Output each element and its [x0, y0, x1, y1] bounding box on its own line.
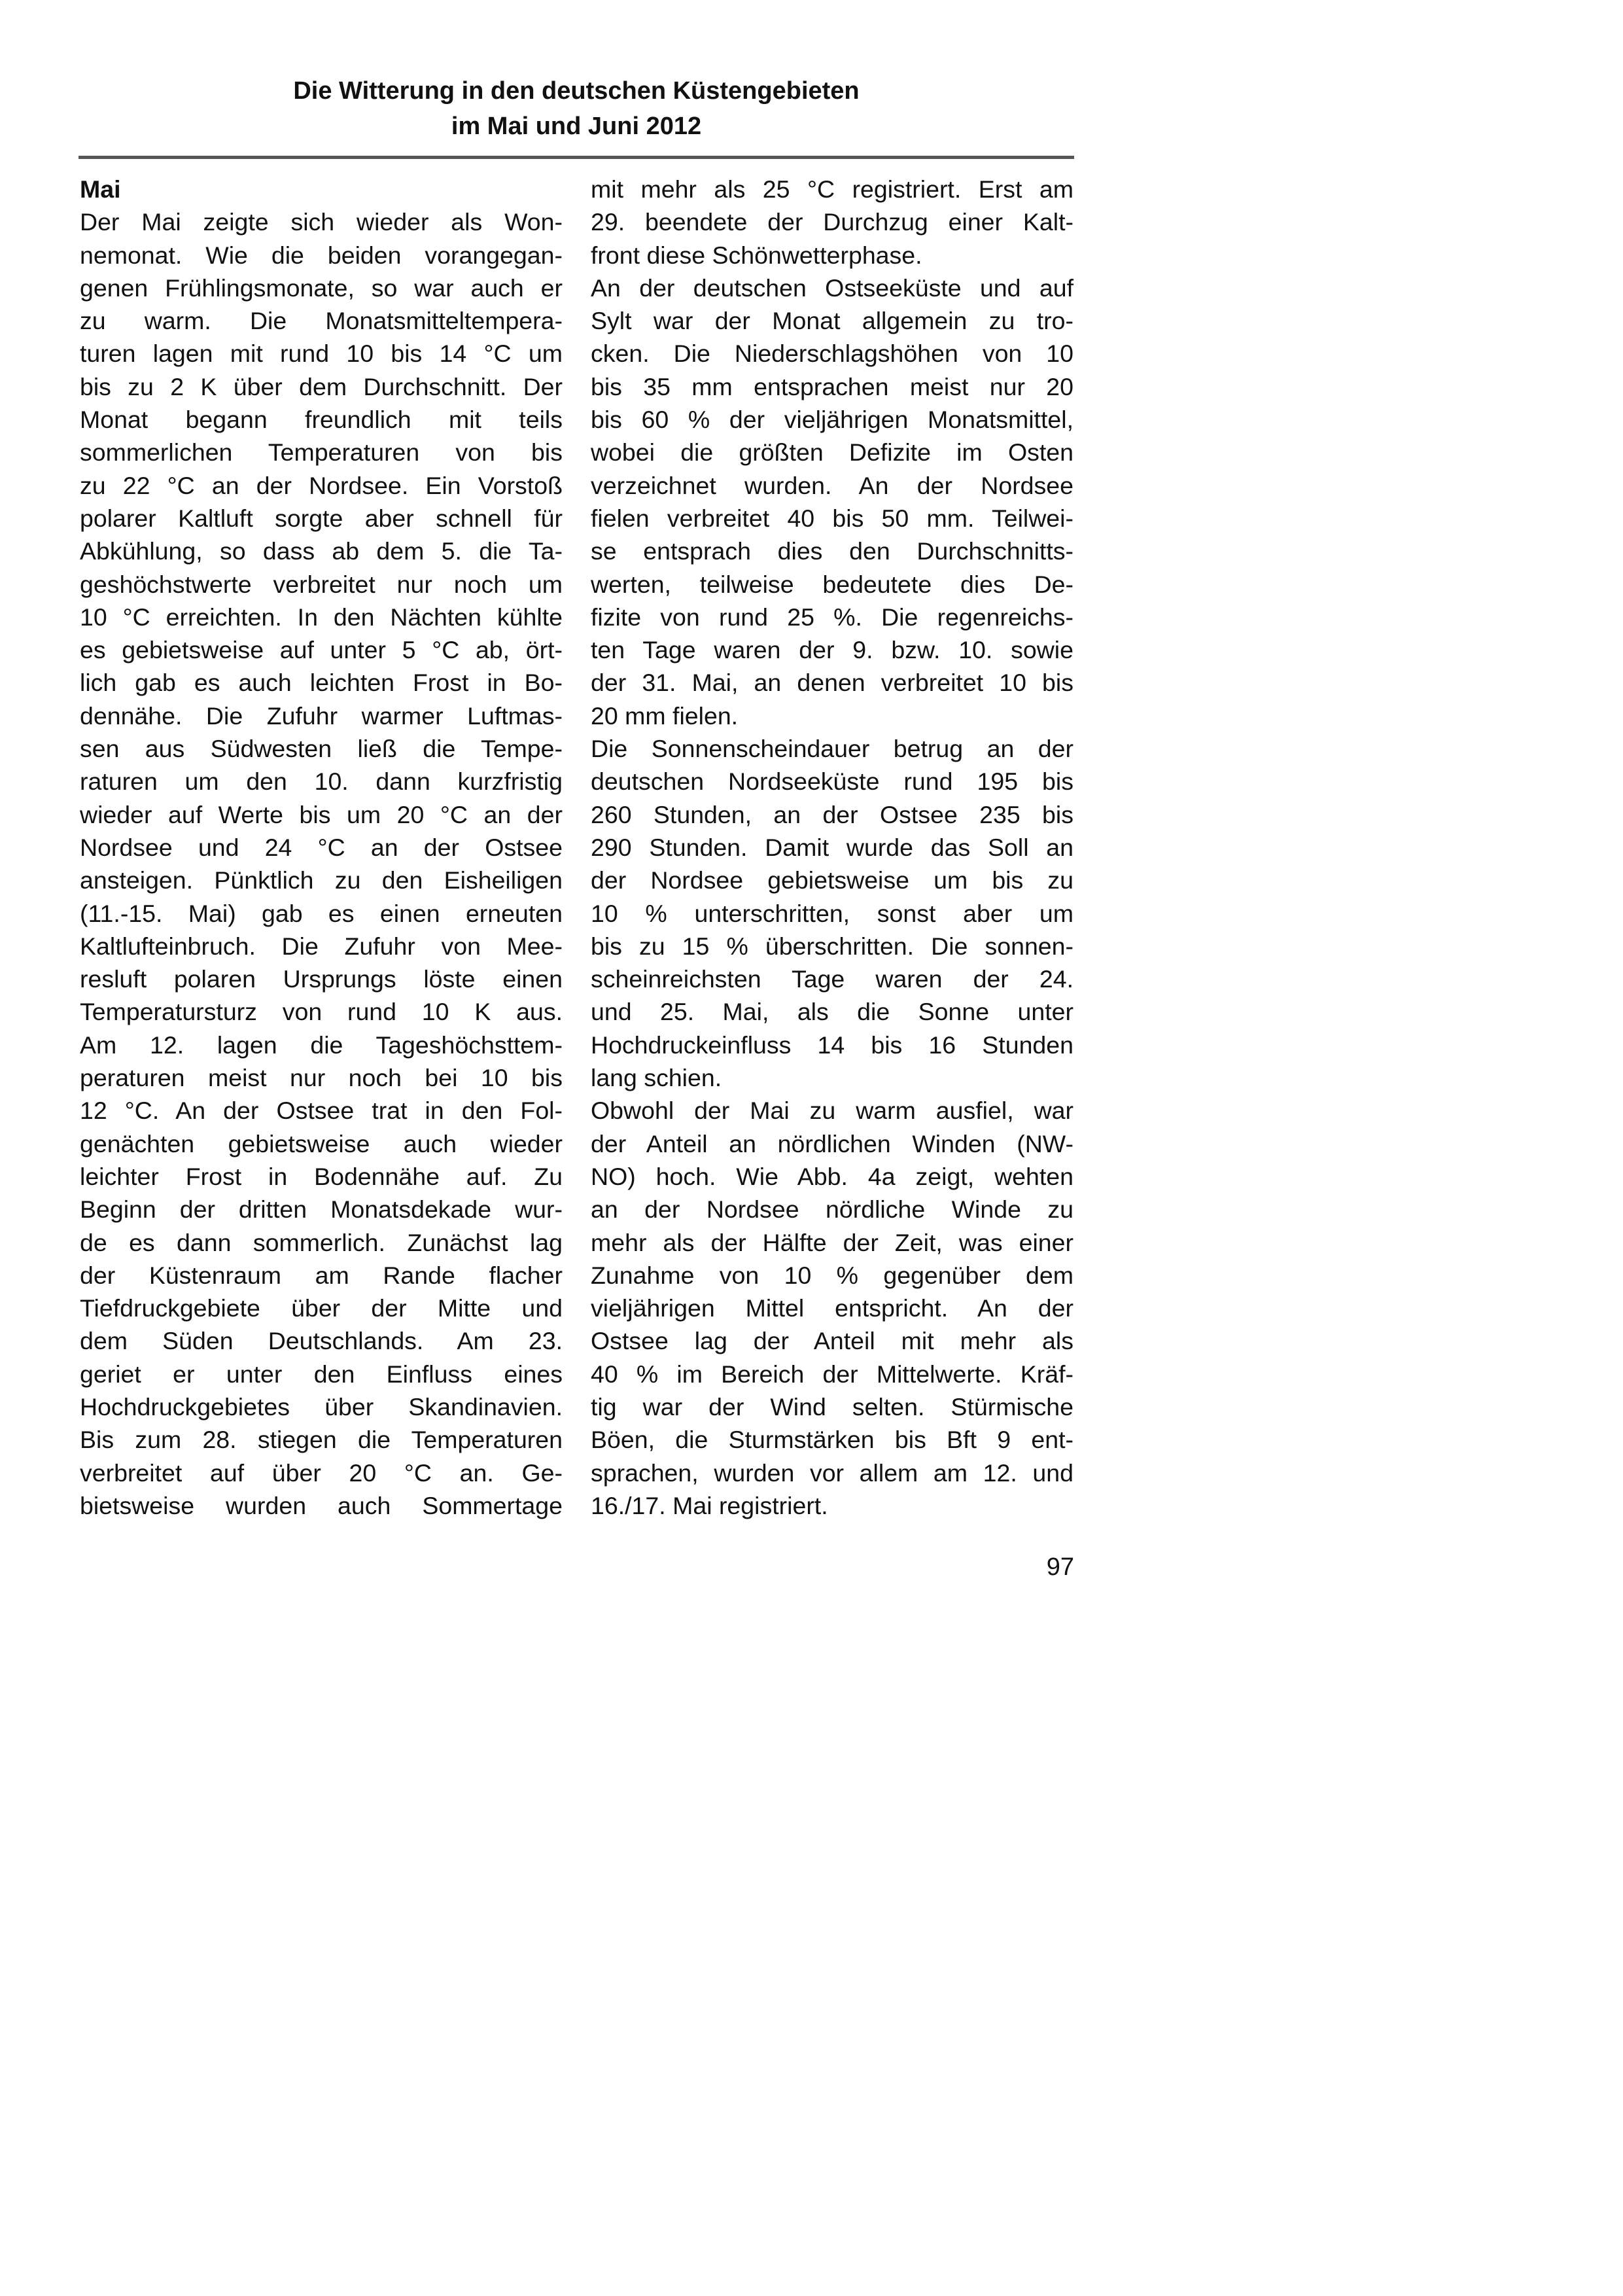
text-line: Am 12. lagen die Tageshöchsttem- [80, 1031, 563, 1059]
text-line: fizite von rund 25 %. Die regenreichs- [591, 603, 1073, 631]
text-line: ten Tage waren der 9. bzw. 10. sowie [591, 636, 1073, 664]
text-line: zu warm. Die Monatsmitteltempera- [80, 307, 563, 335]
text-line: verzeichnet wurden. An der Nordsee [591, 471, 1073, 499]
text-line: bis 35 mm entsprachen meist nur 20 [591, 372, 1073, 400]
text-line: Sylt war der Monat allgemein zu tro- [591, 307, 1073, 335]
text-line: NO) hoch. Wie Abb. 4a zeigt, wehten [591, 1162, 1073, 1190]
text-line: dem Süden Deutschlands. Am 23. [80, 1327, 563, 1355]
text-line: mehr als der Hälfte der Zeit, was einer [591, 1228, 1073, 1256]
text-line: bis zu 2 K über dem Durchschnitt. Der [80, 372, 563, 400]
section-heading: Mai [80, 175, 121, 203]
text-line: der Anteil an nördlichen Winden (NW- [591, 1129, 1073, 1157]
text-line: es gebietsweise auf unter 5 °C ab, ört- [80, 636, 563, 664]
header-divider [79, 156, 1074, 159]
text-line: lang schien. [591, 1064, 722, 1092]
text-line: bietsweise wurden auch Sommertage [80, 1491, 563, 1519]
text-line: der Nordsee gebietsweise um bis zu [591, 866, 1073, 894]
text-line: Die Sonnenscheindauer betrug an der [591, 735, 1073, 763]
text-line: front diese Schönwetterphase. [591, 241, 922, 269]
text-line: 10 % unterschritten, sonst aber um [591, 899, 1073, 927]
text-line: An der deutschen Ostseeküste und auf [591, 274, 1073, 302]
text-line: cken. Die Niederschlagshöhen von 10 [591, 340, 1073, 368]
text-line: Tiefdruckgebiete über der Mitte und [80, 1294, 563, 1322]
text-line: deutschen Nordseeküste rund 195 bis [591, 768, 1073, 796]
text-line: Kaltlufteinbruch. Die Zufuhr von Mee- [80, 932, 563, 960]
text-line: lich gab es auch leichten Frost in Bo- [80, 669, 563, 697]
text-line: raturen um den 10. dann kurzfristig [80, 768, 563, 796]
text-line: 40 % im Bereich der Mittelwerte. Kräf- [591, 1360, 1073, 1388]
text-line: wieder auf Werte bis um 20 °C an der [80, 800, 563, 828]
text-line: scheinreichsten Tage waren der 24. [591, 965, 1073, 993]
text-line: Temperatursturz von rund 10 K aus. [80, 998, 563, 1026]
text-line: genächten gebietsweise auch wieder [80, 1129, 563, 1157]
text-line: 29. beendete der Durchzug einer Kalt- [591, 208, 1073, 236]
text-line: wobei die größten Defizite im Osten [591, 438, 1073, 467]
text-line: dennähe. Die Zufuhr warmer Luftmas- [80, 701, 563, 730]
text-line: werten, teilweise bedeutete dies De- [591, 570, 1073, 598]
page-number: 97 [1046, 1553, 1074, 1581]
text-line: geshöchstwerte verbreitet nur noch um [80, 570, 563, 598]
text-line: peraturen meist nur noch bei 10 bis [80, 1064, 563, 1092]
text-line: Hochdruckgebietes über Skandinavien. [80, 1392, 563, 1421]
text-line: bis zu 15 % überschritten. Die sonnen- [591, 932, 1073, 960]
text-line: geriet er unter den Einfluss eines [80, 1360, 563, 1388]
text-line: 16./17. Mai registriert. [591, 1491, 828, 1519]
page-title [79, 73, 1074, 144]
text-line: sen aus Südwesten ließ die Tempe- [80, 735, 563, 763]
text-line: Ostsee lag der Anteil mit mehr als [591, 1327, 1073, 1355]
text-line: Hochdruckeinfluss 14 bis 16 Stunden [591, 1031, 1073, 1059]
right-column [591, 173, 1073, 1522]
text-line: sprachen, wurden vor allem am 12. und [591, 1458, 1073, 1487]
text-line: se entsprach dies den Durchschnitts- [591, 537, 1073, 565]
left-column [80, 173, 563, 1522]
text-line: 10 °C erreichten. In den Nächten kühlte [80, 603, 563, 631]
title-line-2: im Mai und Juni 2012 [451, 113, 702, 140]
text-line: zu 22 °C an der Nordsee. Ein Vorstoß [80, 471, 563, 499]
text-line: Der Mai zeigte sich wieder als Won- [80, 208, 563, 236]
text-line: vieljährigen Mittel entspricht. An der [591, 1294, 1073, 1322]
text-line: an der Nordsee nördliche Winde zu [591, 1195, 1073, 1224]
text-line: Zunahme von 10 % gegenüber dem [591, 1261, 1073, 1289]
text-line: bis 60 % der vieljährigen Monatsmittel, [591, 406, 1073, 434]
text-line: genen Frühlingsmonate, so war auch er [80, 274, 563, 302]
text-line: Nordsee und 24 °C an der Ostsee [80, 833, 563, 861]
text-line: Böen, die Sturmstärken bis Bft 9 ent- [591, 1426, 1073, 1454]
text-line: polarer Kaltluft sorgte aber schnell für [80, 504, 563, 532]
text-line: 20 mm fielen. [591, 701, 739, 730]
text-line: ansteigen. Pünktlich zu den Eisheiligen [80, 866, 563, 894]
text-line: resluft polaren Ursprungs löste einen [80, 965, 563, 993]
text-line: 290 Stunden. Damit wurde das Soll an [591, 833, 1073, 861]
text-line: Obwohl der Mai zu warm ausfiel, war [591, 1097, 1073, 1125]
text-line: Bis zum 28. stiegen die Temperaturen [80, 1426, 563, 1454]
title-line-1: Die Witterung in den deutschen Küstengebieten [293, 77, 860, 105]
text-line: nemonat. Wie die beiden vorangegan- [80, 241, 563, 269]
text-line: Monat begann freundlich mit teils [80, 406, 563, 434]
text-line: de es dann sommerlich. Zunächst lag [80, 1228, 563, 1256]
text-line: 12 °C. An der Ostsee trat in den Fol- [80, 1097, 563, 1125]
text-line: der 31. Mai, an denen verbreitet 10 bis [591, 669, 1073, 697]
text-line: verbreitet auf über 20 °C an. Ge- [80, 1458, 563, 1487]
text-line: Beginn der dritten Monatsdekade wur- [80, 1195, 563, 1224]
text-line: leichter Frost in Bodennähe auf. Zu [80, 1162, 563, 1190]
text-line: 260 Stunden, an der Ostsee 235 bis [591, 800, 1073, 828]
text-line: Abkühlung, so dass ab dem 5. die Ta- [80, 537, 563, 565]
text-line: turen lagen mit rund 10 bis 14 °C um [80, 340, 563, 368]
text-line: sommerlichen Temperaturen von bis [80, 438, 563, 467]
text-line: der Küstenraum am Rande flacher [80, 1261, 563, 1289]
text-line: fielen verbreitet 40 bis 50 mm. Teilwei- [591, 504, 1073, 532]
text-line: und 25. Mai, als die Sonne unter [591, 998, 1073, 1026]
text-line: tig war der Wind selten. Stürmische [591, 1392, 1073, 1421]
text-line: (11.-15. Mai) gab es einen erneuten [80, 899, 563, 927]
text-line: mit mehr als 25 °C registriert. Erst am [591, 175, 1073, 203]
